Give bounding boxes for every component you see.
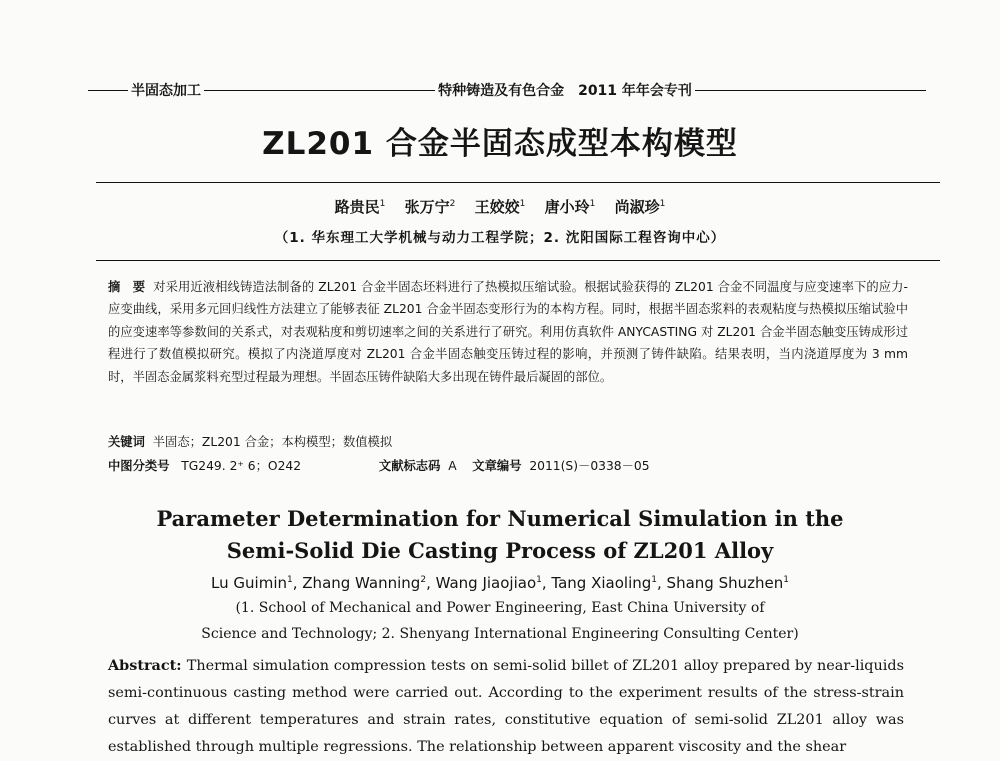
- author-cn: 唐小玲$^1$: [544, 198, 596, 216]
- affiliation-en-line1: (1. School of Mechanical and Power Engineering, East China University of: [235, 600, 765, 616]
- affiliation-en-line2: Science and Technology; 2. Shenyang International Engineering Consulting Center): [201, 626, 799, 642]
- title-cn: ZL201 合金半固态成型本构模型: [262, 126, 738, 162]
- header-rule-right: [695, 90, 926, 91]
- article-number-label: 文章编号: [472, 459, 522, 473]
- abstract-en-text: Thermal simulation compression tests on semi-solid billet of ZL201 alloy prepared by near-liquids semi-continuous casting method were carried out. According to the experiment results of the stress-strain curves at different temperatures and strain rates, constitutive equation of semi-solid ZL201 alloy was established through multiple regressions. The relationship between apparent viscosity and the shear: [108, 658, 904, 755]
- abstract-en-label: Abstract: [108, 657, 177, 674]
- title-rule: [96, 182, 940, 183]
- doc-code-label: 文献标志码: [378, 459, 441, 473]
- abstract-cn: [108, 276, 908, 388]
- author-en: Tang Xiaoling$^1$: [551, 574, 657, 592]
- author-en: Zhang Wanning$^2$: [302, 574, 427, 592]
- header-rule-middle: [204, 90, 435, 91]
- author-en: Wang Jiaojiao$^1$: [435, 574, 542, 592]
- abstract-cn-label: 摘 要: [108, 280, 146, 294]
- keywords-label: 关键词: [108, 435, 145, 449]
- title-en-line2: Semi-Solid Die Casting Process of ZL201 Alloy: [226, 538, 774, 563]
- authors-en: Lu Guimin$^1$, Zhang Wanning$^2$, Wang Jiaojiao$^1$, Tang Xiaoling$^1$, Shang Shuzhen$^1$: [211, 574, 789, 592]
- header-section: 半固态加工: [131, 83, 201, 99]
- author-cn: 尚淑珍$^1$: [614, 198, 666, 216]
- keywords-row: [108, 432, 392, 450]
- author-en: Shang Shuzhen$^1$: [666, 574, 789, 592]
- classification-row: [108, 456, 650, 474]
- classification-value: TG249. 2⁺ 6；O242: [181, 459, 302, 473]
- running-header: [88, 80, 926, 100]
- affiliation-cn: （1. 华东理工大学机械与动力工程学院；2. 沈阳国际工程咨询中心）: [274, 230, 726, 246]
- keywords-text: 半固态；ZL201 合金；本构模型；数值模拟: [152, 435, 393, 449]
- abstract-cn-text: 对采用近液相线铸造法制备的 ZL201 合金半固态坯料进行了热模拟压缩试验。根据试验获得的 ZL201 合金不同温度与应变速率下的应力-应变曲线，采用多元回归线性方法建立了能够表征 ZL201 合金半固态变形行为的本构方程。同时，根据半固态浆料的表观粘度与热模拟压缩试验中的应变速率等参数间的关系式，对表观粘度和剪切速率之间的关系进行了研究。利用仿真软件 ANYCASTING 对 ZL201 合金半固态触变压铸成形过程进行了数值模拟研究。模拟了内浇道厚度对 ZL201 合金半固态触变压铸过程的影响，并预测了铸件缺陷。结果表明，当内浇道厚度为 3 mm 时，半固态金属浆料充型过程最为理想。半固态压铸件缺陷大多出现在铸件最后凝固的部位。: [108, 280, 908, 384]
- abstract-en: Abstract: Thermal simulation compression tests on semi-solid billet of ZL201 alloy prepared by near-liquids semi-continuous casting method were carried out. According to the experiment results of the stress-strain curves at different temperatures and strain rates, constitutive equation of semi-solid ZL201 alloy was established through multiple regressions. The relationship between apparent viscosity and the shear: [108, 657, 904, 755]
- title-en-line1: Parameter Determination for Numerical Simulation in the: [156, 506, 844, 531]
- author-cn: 路贵民$^1$: [334, 198, 386, 216]
- header-journal: 特种铸造及有色合金 2011 年年会专刊: [438, 83, 692, 99]
- author-en: Lu Guimin$^1$: [211, 574, 293, 592]
- doc-code-value: A: [448, 459, 457, 473]
- authors-cn: [0, 196, 1000, 217]
- author-cn: 张万宁$^2$: [404, 198, 456, 216]
- header-rule-left: [88, 90, 128, 91]
- classification-label: 中图分类号: [108, 459, 170, 473]
- affiliation-rule: [96, 260, 940, 261]
- article-number-value: 2011(S)－0338－05: [529, 459, 650, 473]
- author-cn: 王姣姣$^1$: [474, 198, 526, 216]
